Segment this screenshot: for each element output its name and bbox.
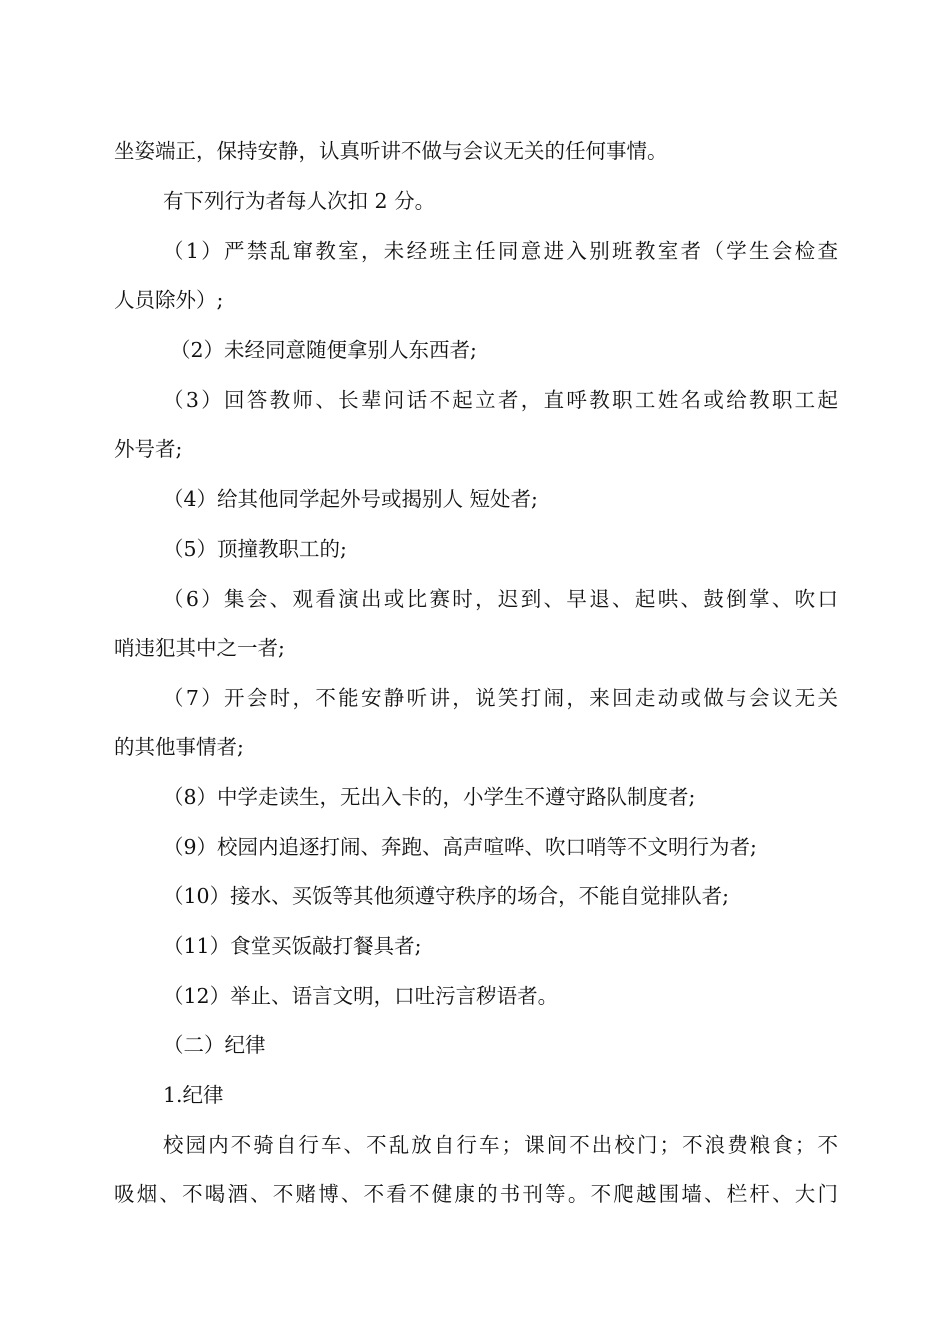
list-item-line: 外号者;	[114, 437, 183, 461]
list-item-line: （7）开会时，不能安静听讲，说笑打闹，来回走动或做与会议无关	[163, 686, 838, 710]
paragraph-line: 有下列行为者每人次扣 2 分。	[163, 189, 436, 213]
list-item-line: （9）校园内追逐打闹、奔跑、高声喧哗、吹口哨等不文明行为者;	[163, 835, 757, 859]
paragraph-line: 吸烟、不喝酒、不赌博、不看不健康的书刊等。不爬越围墙、栏杆、大门	[114, 1182, 838, 1206]
list-item-line: 哨违犯其中之一者;	[114, 636, 285, 660]
list-item-line: （12）举止、语言文明，口吐污言秽语者。	[163, 984, 559, 1008]
list-item-line: （10）接水、买饭等其他须遵守秩序的场合，不能自觉排队者;	[163, 884, 729, 908]
section-heading: （二）纪律	[163, 1033, 266, 1057]
paragraph-line: 坐姿端正，保持安静，认真听讲不做与会议无关的任何事情。	[114, 139, 668, 163]
list-item-line: 人员除外）;	[114, 288, 224, 312]
list-item-line: （8）中学走读生，无出入卡的，小学生不遵守路队制度者;	[163, 785, 696, 809]
list-item-line: 的其他事情者;	[114, 735, 244, 759]
list-item-line: （2）未经同意随便拿别人东西者;	[170, 338, 477, 362]
list-item-line: （11）食堂买饭敲打餐具者;	[163, 934, 422, 958]
paragraph-line: 校园内不骑自行车、不乱放自行车；课间不出校门；不浪费粮食；不	[163, 1133, 838, 1157]
list-item-line: （1）严禁乱窜教室，未经班主任同意进入别班教室者（学生会检查	[163, 239, 838, 263]
subsection-heading: 1.纪律	[163, 1083, 224, 1107]
list-item-line: （3）回答教师、长辈问话不起立者，直呼教职工姓名或给教职工起	[163, 388, 838, 412]
list-item-line: （4）给其他同学起外号或揭别人 短处者;	[163, 487, 538, 511]
list-item-line: （6）集会、观看演出或比赛时，迟到、早退、起哄、鼓倒掌、吹口	[163, 587, 838, 611]
list-item-line: （5）顶撞教职工的;	[163, 537, 347, 561]
